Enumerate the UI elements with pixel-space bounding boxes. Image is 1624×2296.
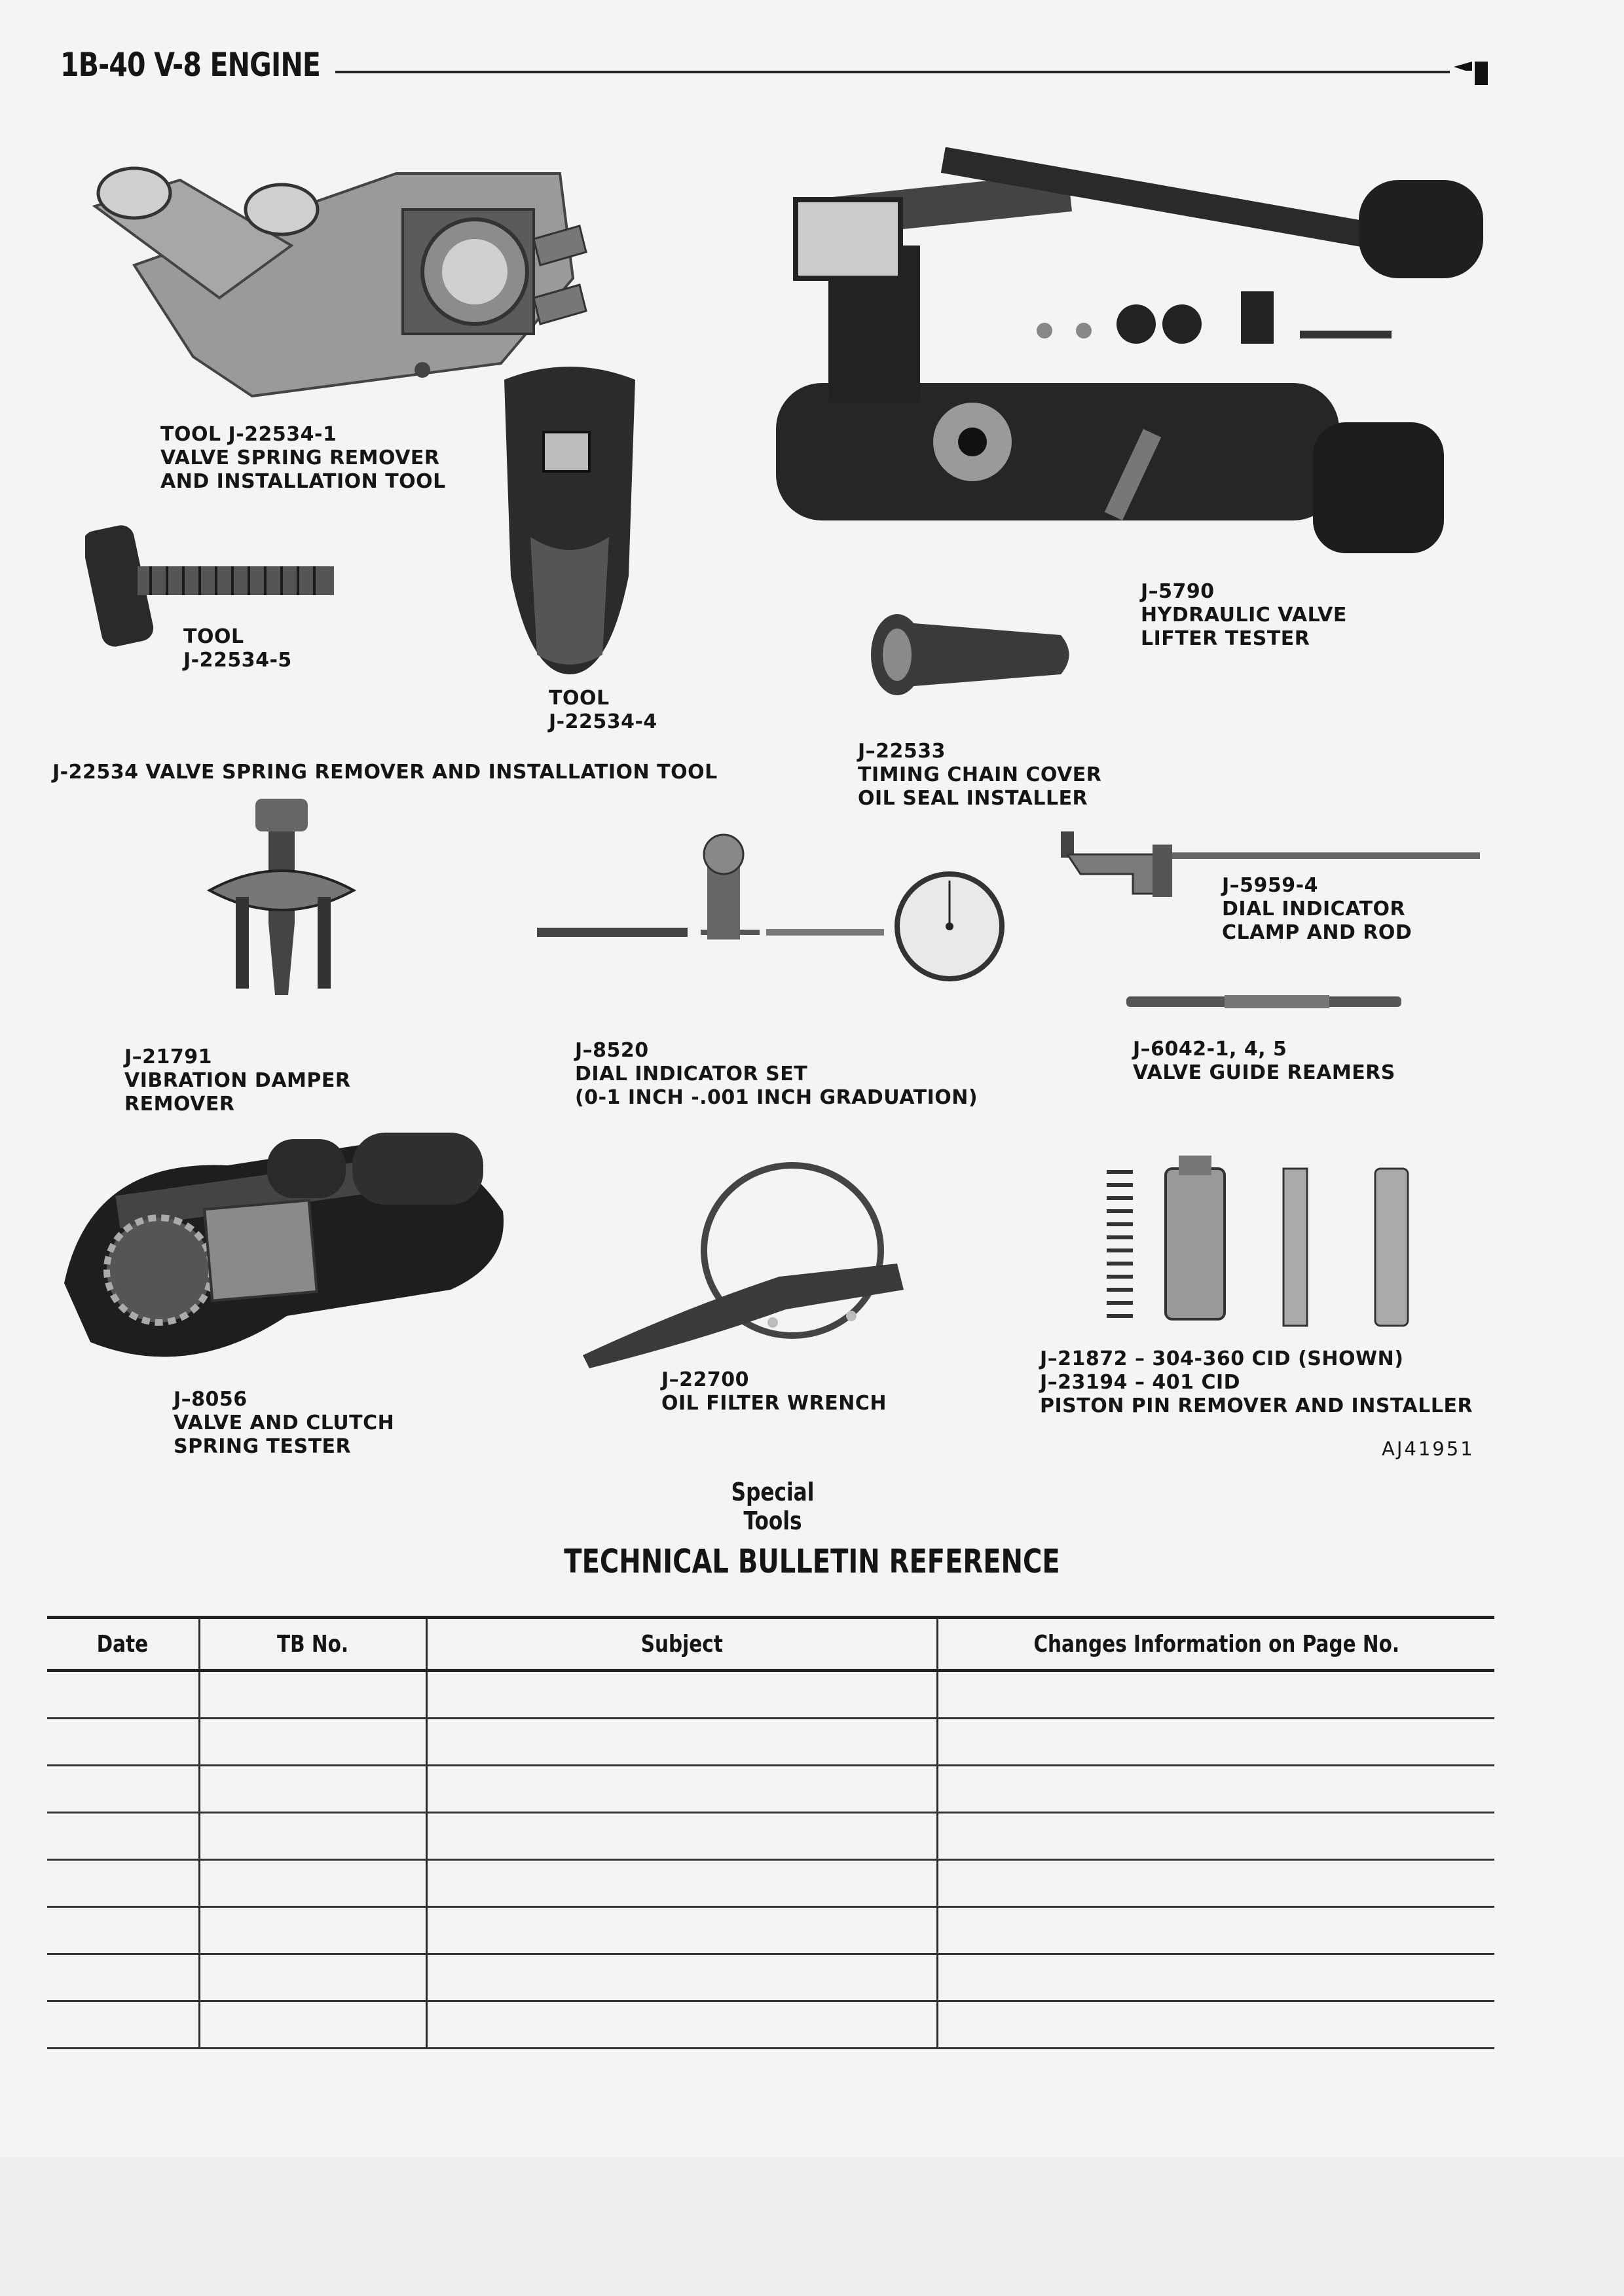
- tool-caption: TOOL J-22534-4: [549, 687, 657, 733]
- piston-pin-tool-icon: [1087, 1142, 1428, 1332]
- table-cell: [937, 1860, 1494, 1907]
- tool-caption: J–8056 VALVE AND CLUTCH SPRING TESTER: [174, 1388, 395, 1458]
- column-header: Changes Information on Page No.: [937, 1618, 1494, 1671]
- tool-caption: J–21791 VIBRATION DAMPER REMOVER: [124, 1046, 351, 1116]
- reamer-icon: [1126, 989, 1401, 1015]
- table-cell: [937, 1813, 1494, 1860]
- table-cell: [199, 1766, 426, 1813]
- table-cell: [199, 2001, 426, 2049]
- dial-indicator-icon: [537, 828, 1022, 998]
- column-header: Date: [47, 1618, 199, 1671]
- adapter-icon: [491, 367, 648, 681]
- page-header: 1B-40 V-8 ENGINE: [60, 46, 321, 84]
- table-cell: [426, 1813, 937, 1860]
- table-cell: [199, 1719, 426, 1766]
- table-row: [47, 2001, 1494, 2049]
- tool-caption: TOOL J-22534-5: [183, 625, 292, 672]
- table-cell: [426, 1719, 937, 1766]
- table-cell: [199, 1813, 426, 1860]
- table-row: [47, 1719, 1494, 1766]
- bulletin-title: TECHNICAL BULLETIN REFERENCE: [564, 1542, 1060, 1580]
- table-cell: [47, 1813, 199, 1860]
- tool-caption: J–22700 OIL FILTER WRENCH: [661, 1368, 887, 1415]
- filter-wrench-icon: [576, 1159, 969, 1368]
- tool-caption: J–5959-4 DIAL INDICATOR CLAMP AND ROD: [1222, 874, 1412, 944]
- tool-caption: TOOL J-22534-1 VALVE SPRING REMOVER AND INSTALLATION TOOL: [160, 423, 446, 493]
- page-bottom-margin: [0, 2157, 1624, 2296]
- table-row: [47, 1813, 1494, 1860]
- tool-caption: J–21872 – 304-360 CID (SHOWN) J–23194 – 401 CID PISTON PIN REMOVER AND INSTALLER: [1040, 1347, 1473, 1417]
- table-cell: [47, 1860, 199, 1907]
- table-cell: [426, 1671, 937, 1719]
- table-cell: [199, 1907, 426, 1954]
- tool-caption: J–22533 TIMING CHAIN COVER OIL SEAL INSTALLER: [858, 740, 1102, 810]
- table-cell: [937, 1671, 1494, 1719]
- figure-caption: Special Tools: [731, 1478, 815, 1535]
- table-header-row: [47, 1618, 1494, 1671]
- table-cell: [426, 1907, 937, 1954]
- tool-caption: J–5790 HYDRAULIC VALVE LIFTER TESTER: [1141, 580, 1347, 650]
- table-cell: [937, 1719, 1494, 1766]
- table-cell: [199, 1954, 426, 2001]
- table-cell: [937, 2001, 1494, 2049]
- table-cell: [426, 1954, 937, 2001]
- table-cell: [937, 1766, 1494, 1813]
- table-cell: [937, 1907, 1494, 1954]
- table-cell: [47, 1954, 199, 2001]
- figure-reference: AJ41951: [1382, 1438, 1475, 1460]
- table-row: [47, 1907, 1494, 1954]
- table-cell: [47, 1766, 199, 1813]
- header-rule: [335, 71, 1450, 73]
- column-header: TB No.: [199, 1618, 426, 1671]
- table-cell: [199, 1860, 426, 1907]
- table-row: [47, 1766, 1494, 1813]
- table-cell: [426, 1766, 937, 1813]
- column-header: Subject: [426, 1618, 937, 1671]
- table-row: [47, 1671, 1494, 1719]
- lifter-tester-icon: [756, 147, 1496, 556]
- bulletin-table: [47, 1616, 1494, 2049]
- table-cell: [47, 1671, 199, 1719]
- table-cell: [426, 1860, 937, 1907]
- table-cell: [937, 1954, 1494, 2001]
- tool-caption: J-22534 VALVE SPRING REMOVER AND INSTALLATION TOOL: [52, 761, 718, 784]
- section-tab-icon: [1452, 60, 1492, 86]
- damper-remover-icon: [203, 792, 360, 1008]
- table-cell: [47, 2001, 199, 2049]
- valve-spring-remover-icon: [56, 147, 599, 403]
- tool-caption: J–8520 DIAL INDICATOR SET (0-1 INCH -.001 INCH GRADUATION): [575, 1039, 978, 1109]
- seal-installer-icon: [864, 609, 1080, 707]
- table-cell: [426, 2001, 937, 2049]
- table-cell: [47, 1719, 199, 1766]
- table-row: [47, 1954, 1494, 2001]
- table-row: [47, 1860, 1494, 1907]
- table-cell: [47, 1907, 199, 1954]
- spring-tester-icon: [51, 1120, 529, 1388]
- table-cell: [199, 1671, 426, 1719]
- tool-caption: J–6042-1, 4, 5 VALVE GUIDE REAMERS: [1133, 1038, 1395, 1084]
